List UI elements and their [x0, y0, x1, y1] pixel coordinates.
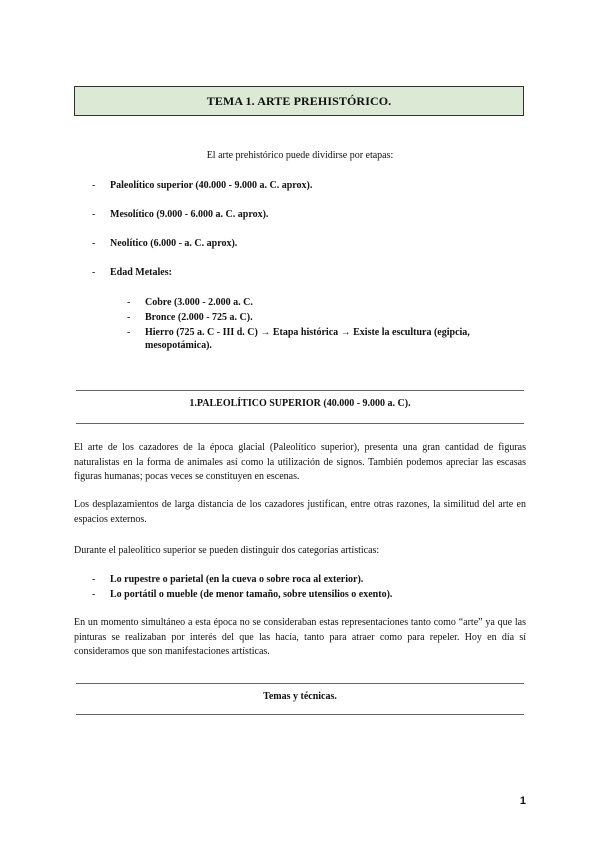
list-marker: - [92, 238, 96, 249]
list-marker: - [127, 297, 131, 308]
section-divider [76, 423, 524, 424]
stage-label: Neolítico (6.000 - a. C. aprox). [110, 238, 238, 249]
list-marker: - [92, 574, 96, 585]
metal-label: Cobre (3.000 - 2.000 a. C. [145, 297, 253, 308]
list-item [127, 326, 530, 352]
list-marker: - [92, 209, 96, 220]
list-marker: - [92, 589, 96, 600]
list-item [92, 573, 530, 586]
paragraph: Durante el paleolítico superior se pueden distinguir dos categorías artísticas: [74, 545, 380, 556]
metals-sublist [127, 296, 530, 354]
section-divider [76, 683, 524, 684]
page-number: 1 [519, 795, 526, 807]
list-marker: - [127, 312, 131, 323]
metal-label: Bronce (2.000 - 725 a. C). [145, 312, 253, 323]
section-heading-paleolitico: 1.PALEOLÍTICO SUPERIOR (40.000 - 9.000 a. C). [189, 398, 411, 409]
paragraph: En un momento simultáneo a esta época no se consideraban estas representaciones tanto como “arte” ya que las pinturas se realizaban por interés del que las hacía, tanto para atraer como para repeler. Hoy en día sí consideramos que son manifestaciones artísticas. [74, 617, 526, 657]
list-item [127, 296, 530, 309]
stage-label: Edad Metales: [110, 267, 172, 278]
stage-label: Paleolítico superior (40.000 - 9.000 a. C. aprox). [110, 180, 313, 191]
list-item [92, 266, 530, 295]
metal-label: Hierro (725 a. C - III d. C) → Etapa histórica → Existe la escultura (egipcia, mesopotámica). [145, 327, 470, 351]
list-marker: - [92, 267, 96, 278]
stages-list [92, 179, 530, 295]
category-label: Lo rupestre o parietal (en la cueva o sobre roca al exterior). [110, 574, 364, 585]
paragraph: El arte de los cazadores de la época glacial (Paleolítico superior), presenta una gran cantidad de figuras naturalistas en la forma de animales así como la utilización de signos. También podemos apreciar las escasas figuras humanas; pocas veces se constituyen en escenas. [74, 442, 526, 482]
list-item [92, 588, 530, 601]
list-item [127, 311, 530, 324]
list-item [92, 237, 530, 266]
section-divider [76, 390, 524, 391]
list-marker: - [92, 180, 96, 191]
paragraph: Los desplazamientos de larga distancia de los cazadores justifican, entre otras razones, la similitud del arte en espacios externos. [74, 499, 526, 525]
art-categories-list [92, 573, 530, 603]
section-heading-temas: Temas y técnicas. [263, 691, 337, 702]
category-label: Lo portátil o mueble (de menor tamaño, sobre utensilios o exento). [110, 589, 393, 600]
stage-label: Mesolítico (9.000 - 6.000 a. C. aprox). [110, 209, 269, 220]
section-divider [76, 714, 524, 715]
page-title [74, 86, 524, 116]
list-item [92, 208, 530, 237]
list-marker: - [127, 327, 131, 338]
page-title-text: TEMA 1. ARTE PREHISTÓRICO. [206, 93, 392, 108]
intro-text: El arte prehistórico puede dividirse por etapas: [206, 150, 394, 161]
list-item [92, 179, 530, 208]
